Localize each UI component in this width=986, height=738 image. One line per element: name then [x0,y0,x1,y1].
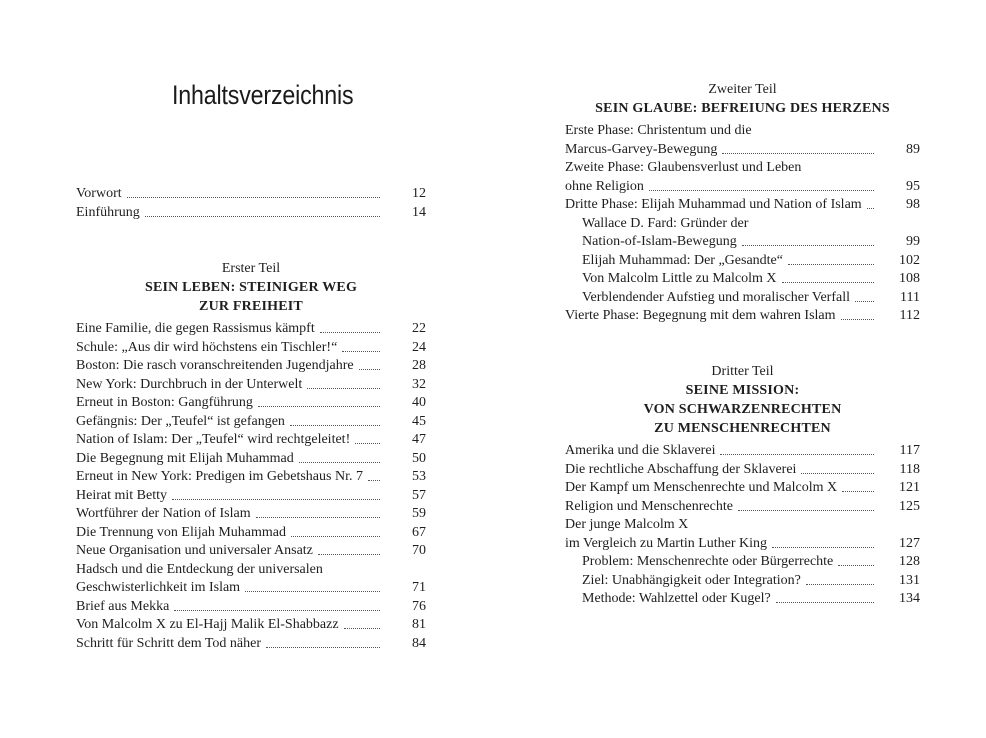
toc-leader [841,319,874,320]
toc-entry[interactable] [565,479,920,498]
toc-entry[interactable] [565,553,920,572]
toc-entry[interactable] [76,524,426,543]
toc-leader [174,610,380,611]
toc-page-number: 57 [412,487,426,503]
toc-entry-text: Vorwort [76,186,122,201]
toc-leader [801,473,874,474]
toc-leader [344,628,380,629]
toc-leader [318,554,380,555]
toc-entry-text: Der junge Malcolm X [565,517,689,532]
toc-leader [368,480,380,481]
toc-entry[interactable] [76,598,426,617]
toc-leader [320,332,380,333]
toc-entry-text: Ziel: Unabhängigkeit oder Integration? [582,572,801,588]
toc-page-number: 121 [899,480,920,495]
toc-leader [788,264,874,265]
toc-entry[interactable] [565,233,920,252]
part-3-label: Dritter Teil [711,364,774,379]
toc-entry-text: Neue Organisation und universaler Ansatz [76,543,313,558]
toc-entry[interactable] [565,141,920,160]
toc-page-number: 12 [412,186,426,201]
part-2-entries [565,122,920,326]
toc-entry[interactable] [565,307,920,326]
toc-entry[interactable] [565,442,920,461]
toc-entry[interactable] [565,270,920,289]
part-1-label: Erster Teil [221,261,281,276]
part-2-section [565,80,920,326]
toc-entry[interactable] [76,579,426,598]
toc-entry[interactable] [76,505,426,524]
toc-leader [722,153,874,154]
part-1-title-line: SEIN LEBEN: STEINIGER WEG [144,280,358,295]
toc-entry-text: Erneut in Boston: Gangführung [76,395,253,410]
toc-entry[interactable] [565,572,920,591]
toc-leader [127,197,380,198]
toc-page-number: 117 [899,443,920,458]
toc-entry[interactable] [76,468,426,487]
toc-leader [855,301,874,302]
toc-entry[interactable] [565,590,920,609]
toc-entry-text: Marcus-Garvey-Bewegung [565,141,718,157]
toc-entry[interactable] [76,487,426,506]
toc-entry-text: Eine Familie, die gegen Rassismus kämpft [76,321,315,336]
toc-entry[interactable] [76,413,426,432]
toc-page-number: 70 [412,543,426,558]
toc-page-number: 22 [412,321,426,336]
toc-entry[interactable] [565,498,920,517]
toc-leader [145,216,380,217]
toc-page-number: 89 [906,141,920,157]
toc-entry-text: im Vergleich zu Martin Luther King [565,535,768,551]
toc-entry[interactable] [76,339,426,358]
part-3-title-line: ZU MENSCHENRECHTEN [654,421,831,436]
toc-entry[interactable] [76,185,426,204]
toc-entry-text: Die rechtliche Abschaffung der Sklaverei [565,461,797,477]
front-matter-list [76,185,426,222]
toc-page-number: 99 [906,234,920,249]
toc-page-number: 59 [412,506,426,521]
part-3-title-line: SEINE MISSION: [685,383,800,398]
toc-entry-text: Nation-of-Islam-Bewegung [582,234,737,249]
toc-entry-text: Nation of Islam: Der „Teufel“ wird rechtgeleitet! [76,432,351,447]
toc-entry-text: Schritt für Schritt dem Tod näher [76,635,262,651]
toc-leader [290,425,380,426]
toc-leader [172,499,380,500]
toc-leader [842,491,874,492]
toc-entry-text: Von Malcolm Little zu Malcolm X [582,271,777,286]
toc-entry-text: Zweite Phase: Glaubensverlust und Leben [565,160,802,175]
toc-entry[interactable] [565,215,920,234]
toc-entry-text: New York: Durchbruch in der Unterwelt [76,376,303,392]
toc-entry-text: ohne Religion [565,178,644,194]
toc-page-number: 45 [412,413,426,429]
toc-entry-text: Amerika und die Sklaverei [565,443,716,458]
toc-entry[interactable] [76,376,426,395]
toc-leader [782,282,874,283]
toc-page-number: 53 [412,469,426,484]
toc-entry-text: Die Begegnung mit Elijah Muhammad [76,450,294,466]
toc-entry-text: Schule: „Aus dir wird höchstens ein Tischler!“ [76,339,338,355]
toc-page-number: 125 [899,498,920,514]
toc-leader [307,388,380,389]
toc-entry[interactable] [76,431,426,450]
toc-leader [838,565,874,566]
toc-entry[interactable] [76,204,426,223]
toc-leader [299,462,380,463]
toc-entry[interactable] [565,122,920,141]
toc-entry-text: Einführung [76,204,140,220]
toc-page-number: 40 [412,395,426,410]
toc-entry-text: Dritte Phase: Elijah Muhammad und Nation of Islam [565,197,862,212]
toc-leader [867,208,874,209]
toc-leader [291,536,380,537]
toc-entry[interactable] [76,561,426,580]
toc-entry-text: Erste Phase: Christentum und die [565,123,752,138]
toc-page-number: 128 [899,554,920,569]
toc-entry-text: Geschwisterlichkeit im Islam [76,580,241,595]
toc-entry-text: Heirat mit Betty [76,487,167,503]
toc-entry-text: Verblendender Aufstieg und moralischer Verfall [582,289,850,305]
toc-page-number: 108 [899,271,920,286]
toc-leader [258,406,380,407]
toc-entry[interactable] [565,461,920,480]
toc-page-number: 118 [899,461,920,477]
toc-entry-text: Religion und Menschenrechte [565,498,733,514]
toc-entry[interactable] [565,289,920,308]
toc-page-number: 131 [899,572,920,588]
part-3-title-line: VON SCHWARZENRECHTEN [643,402,842,417]
toc-entry-text: Die Trennung von Elijah Muhammad [76,524,286,540]
toc-entry-text: Boston: Die rasch voranschreitenden Jugendjahre [76,358,354,373]
toc-entry-text: Gefängnis: Der „Teufel“ ist gefangen [76,413,285,429]
toc-leader [256,517,380,518]
page-title: Inhaltsverzeichnis [172,80,354,110]
toc-entry[interactable] [76,635,426,654]
toc-page-number: 76 [412,598,426,614]
toc-entry-text: Wallace D. Fard: Gründer der [582,215,749,231]
part-2-title-line: SEIN GLAUBE: BEFREIUNG DES HERZENS [595,101,890,116]
part-1-title-line: ZUR FREIHEIT [199,299,303,314]
toc-page-number: 67 [412,524,426,540]
toc-page-number: 14 [412,204,426,220]
toc-leader [649,190,874,191]
toc-leader [245,591,380,592]
part-3-entries [565,442,920,609]
toc-entry-text: Hadsch und die Entdeckung der universalen [76,561,323,577]
part-1-entries [76,320,426,653]
toc-leader [355,443,380,444]
toc-page-number: 127 [899,535,920,551]
toc-entry-text: Problem: Menschenrechte oder Bürgerrechte [582,554,834,569]
toc-page-number: 134 [899,591,920,606]
toc-leader [742,245,874,246]
toc-entry[interactable] [76,394,426,413]
toc-entry[interactable] [565,516,920,535]
toc-page-number: 84 [412,635,426,651]
part-3-section [565,362,920,609]
toc-leader [720,454,874,455]
toc-page-number: 95 [906,178,920,194]
toc-page-number: 50 [412,450,426,466]
toc-page-number: 24 [412,339,426,355]
toc-entry[interactable] [76,450,426,469]
toc-entry-text: Von Malcolm X zu El-Hajj Malik El-Shabbazz [76,617,339,632]
toc-entry[interactable] [76,357,426,376]
toc-entry[interactable] [565,535,920,554]
toc-leader [738,510,874,511]
toc-page-number: 47 [412,432,426,447]
toc-page-number: 102 [899,252,920,268]
toc-leader [266,647,380,648]
toc-entry[interactable] [565,178,920,197]
part-1-section [76,259,426,653]
part-2-label: Zweiter Teil [708,82,777,97]
toc-entry-text: Erneut in New York: Predigen im Gebetshaus Nr. 7 [76,469,363,484]
toc-entry[interactable] [565,196,920,215]
toc-entry-text: Brief aus Mekka [76,598,170,614]
toc-entry-text: Der Kampf um Menschenrechte und Malcolm X [565,480,838,495]
toc-leader [772,547,874,548]
toc-leader [342,351,380,352]
toc-entry-text: Methode: Wahlzettel oder Kugel? [582,591,771,606]
toc-entry[interactable] [76,542,426,561]
toc-entry[interactable] [565,252,920,271]
toc-page-number: 71 [412,580,426,595]
toc-entry[interactable] [565,159,920,178]
toc-entry[interactable] [76,616,426,635]
toc-entry[interactable] [76,320,426,339]
toc-entry-text: Elijah Muhammad: Der „Gesandte“ [582,252,783,268]
toc-entry-text: Vierte Phase: Begegnung mit dem wahren Islam [565,308,836,323]
toc-page-number: 28 [412,358,426,373]
toc-page-number: 111 [900,289,920,305]
toc-entry-text: Wortführer der Nation of Islam [76,506,251,521]
toc-leader [776,602,874,603]
toc-leader [359,369,380,370]
toc-leader [806,584,874,585]
toc-page-number: 112 [899,308,920,323]
toc-page-number: 81 [412,617,426,632]
toc-page-number: 32 [412,376,426,392]
toc-page-number: 98 [906,197,920,212]
